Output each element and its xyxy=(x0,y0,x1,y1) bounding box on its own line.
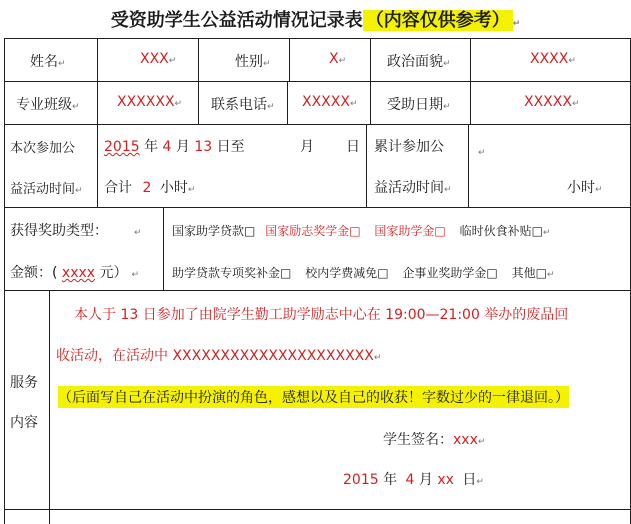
row-divider xyxy=(4,124,631,125)
cumulative-time-label-line2: 益活动时间↵ xyxy=(374,180,452,196)
award-types-row2: 助学贷款专项奖补金□ 校内学费减免□ 企事业奖助学金□ 其他□↵ xyxy=(172,266,555,280)
content-line1: 本人于 13 日参加了由院学生勤工助学励志中心在 19:00—21:00 举办的废品回 xyxy=(74,307,569,323)
col-divider xyxy=(470,38,471,124)
amount-field: 金额：( xxxx 元） ↵ xyxy=(10,265,140,281)
col-divider xyxy=(468,124,469,207)
form-title-main: 受资助学生公益活动情况记录表 xyxy=(110,10,363,31)
signature-value: xxx xyxy=(453,432,478,448)
cumulative-hours-mark: ↵ xyxy=(478,148,486,158)
col-divider xyxy=(97,124,98,207)
award-option[interactable]: 企事业奖助学金□ xyxy=(402,266,498,280)
phone-value: XXXXX↵ xyxy=(302,94,358,110)
day-to: 日至 xyxy=(216,139,245,155)
table-left-border xyxy=(4,38,5,524)
award-types-row1: 国家助学贷款□ 国家励志奖学金□ 国家助学金□ 临时伙食补贴□↵ xyxy=(172,224,551,238)
political-status-label: 政治面貌↵ xyxy=(387,54,451,70)
activity-year: 2015 xyxy=(104,139,140,155)
award-option[interactable]: 助学贷款专项奖补金□ xyxy=(172,266,292,280)
checkbox-icon[interactable]: □ xyxy=(531,224,543,238)
checkbox-icon[interactable]: □ xyxy=(535,266,547,280)
total-hours-value: 2 xyxy=(142,180,152,196)
gender-label: 性别↵ xyxy=(235,54,271,70)
amount-label: 金额：( xyxy=(10,265,58,281)
checkbox-icon[interactable]: □ xyxy=(486,266,498,280)
cumulative-time-label-line1: 累计参加公 xyxy=(374,139,444,155)
major-class-label: 专业班级↵ xyxy=(16,97,80,113)
end-month-unit: 月 xyxy=(300,139,314,155)
activity-time-label-line2: 益活动时间↵ xyxy=(10,182,83,197)
col-divider xyxy=(289,38,290,81)
activity-day: 13 xyxy=(194,139,213,155)
amount-unit: 元） xyxy=(99,265,128,281)
checkbox-icon[interactable]: □ xyxy=(434,224,446,238)
hours-unit: 小时 xyxy=(159,180,188,196)
col-divider xyxy=(163,207,164,290)
cumulative-hours-unit: 小时↵ xyxy=(567,180,603,196)
award-option[interactable]: 国家助学贷款□ xyxy=(172,224,256,238)
activity-date-range xyxy=(104,136,245,156)
col-divider xyxy=(366,124,367,207)
row-divider xyxy=(4,290,631,291)
award-type-label: 获得奖助类型： ↵ xyxy=(10,223,142,239)
amount-value: xxxx xyxy=(61,265,96,281)
month-unit: 月 xyxy=(175,139,190,155)
student-signature: 学生签名：xxx↵ xyxy=(383,432,486,448)
checkbox-icon[interactable]: □ xyxy=(280,266,292,280)
award-option[interactable]: 其他□ xyxy=(511,266,547,280)
gender-value: X↵ xyxy=(329,51,347,67)
col-divider xyxy=(97,38,98,124)
col-divider xyxy=(287,81,288,124)
total-label: 合计 xyxy=(104,180,132,196)
award-option[interactable]: 校内学费减免□ xyxy=(305,266,389,280)
award-option[interactable]: 国家励志奖学金□ xyxy=(265,224,361,238)
sign-year-unit: 年 xyxy=(383,472,398,488)
sign-day-unit: 日 xyxy=(462,472,477,488)
end-day-unit: 日 xyxy=(346,139,360,155)
sign-year: 2015 xyxy=(343,472,379,488)
signature-date: 2015 年 4 月 xx 日↵ xyxy=(343,472,484,488)
col-divider xyxy=(370,38,371,124)
sign-day: xx xyxy=(437,472,454,488)
service-content-label-line1: 服务 xyxy=(10,375,38,391)
sign-month: 4 xyxy=(405,472,415,488)
row-divider xyxy=(4,207,631,208)
major-class-value: XXXXXX↵ xyxy=(117,94,183,110)
row-divider xyxy=(4,509,631,510)
table-top-border xyxy=(4,38,631,39)
content-line2: 收活动，在活动中 XXXXXXXXXXXXXXXXXXXXX↵ xyxy=(56,348,382,364)
activity-month: 4 xyxy=(162,139,172,155)
checkbox-icon[interactable]: □ xyxy=(349,224,361,238)
para-mark: ↵ xyxy=(512,19,521,29)
checkbox-icon[interactable]: □ xyxy=(244,224,256,238)
political-status-value: XXXX↵ xyxy=(530,51,576,67)
name-label: 姓名↵ xyxy=(30,54,66,70)
aid-date-value: XXXXX↵ xyxy=(524,94,580,110)
row-divider xyxy=(4,81,631,82)
award-option[interactable]: 国家助学金□ xyxy=(374,224,446,238)
total-hours: 合计 2 小时↵ xyxy=(104,180,196,196)
form-title xyxy=(0,6,631,32)
activity-time-label-line1: 本次参加公 xyxy=(10,141,76,156)
instruction-note: （后面写自己在活动中扮演的角色，感想以及自己的收获！字数过少的一律退回。） xyxy=(58,386,569,408)
year-unit: 年 xyxy=(144,139,159,155)
checkbox-icon[interactable]: □ xyxy=(377,266,389,280)
col-divider xyxy=(49,290,50,524)
aid-date-label: 受助日期↵ xyxy=(387,97,451,113)
service-content-label-line2: 内容 xyxy=(10,415,38,431)
col-divider xyxy=(198,38,199,124)
form-title-note: （内容仅供参考） xyxy=(363,10,513,31)
name-value: XXX↵ xyxy=(140,51,177,67)
sign-month-unit: 月 xyxy=(418,472,433,488)
phone-label: 联系电话↵ xyxy=(211,97,275,113)
award-option[interactable]: 临时伙食补贴□ xyxy=(459,224,543,238)
signature-label: 学生签名： xyxy=(383,432,453,448)
